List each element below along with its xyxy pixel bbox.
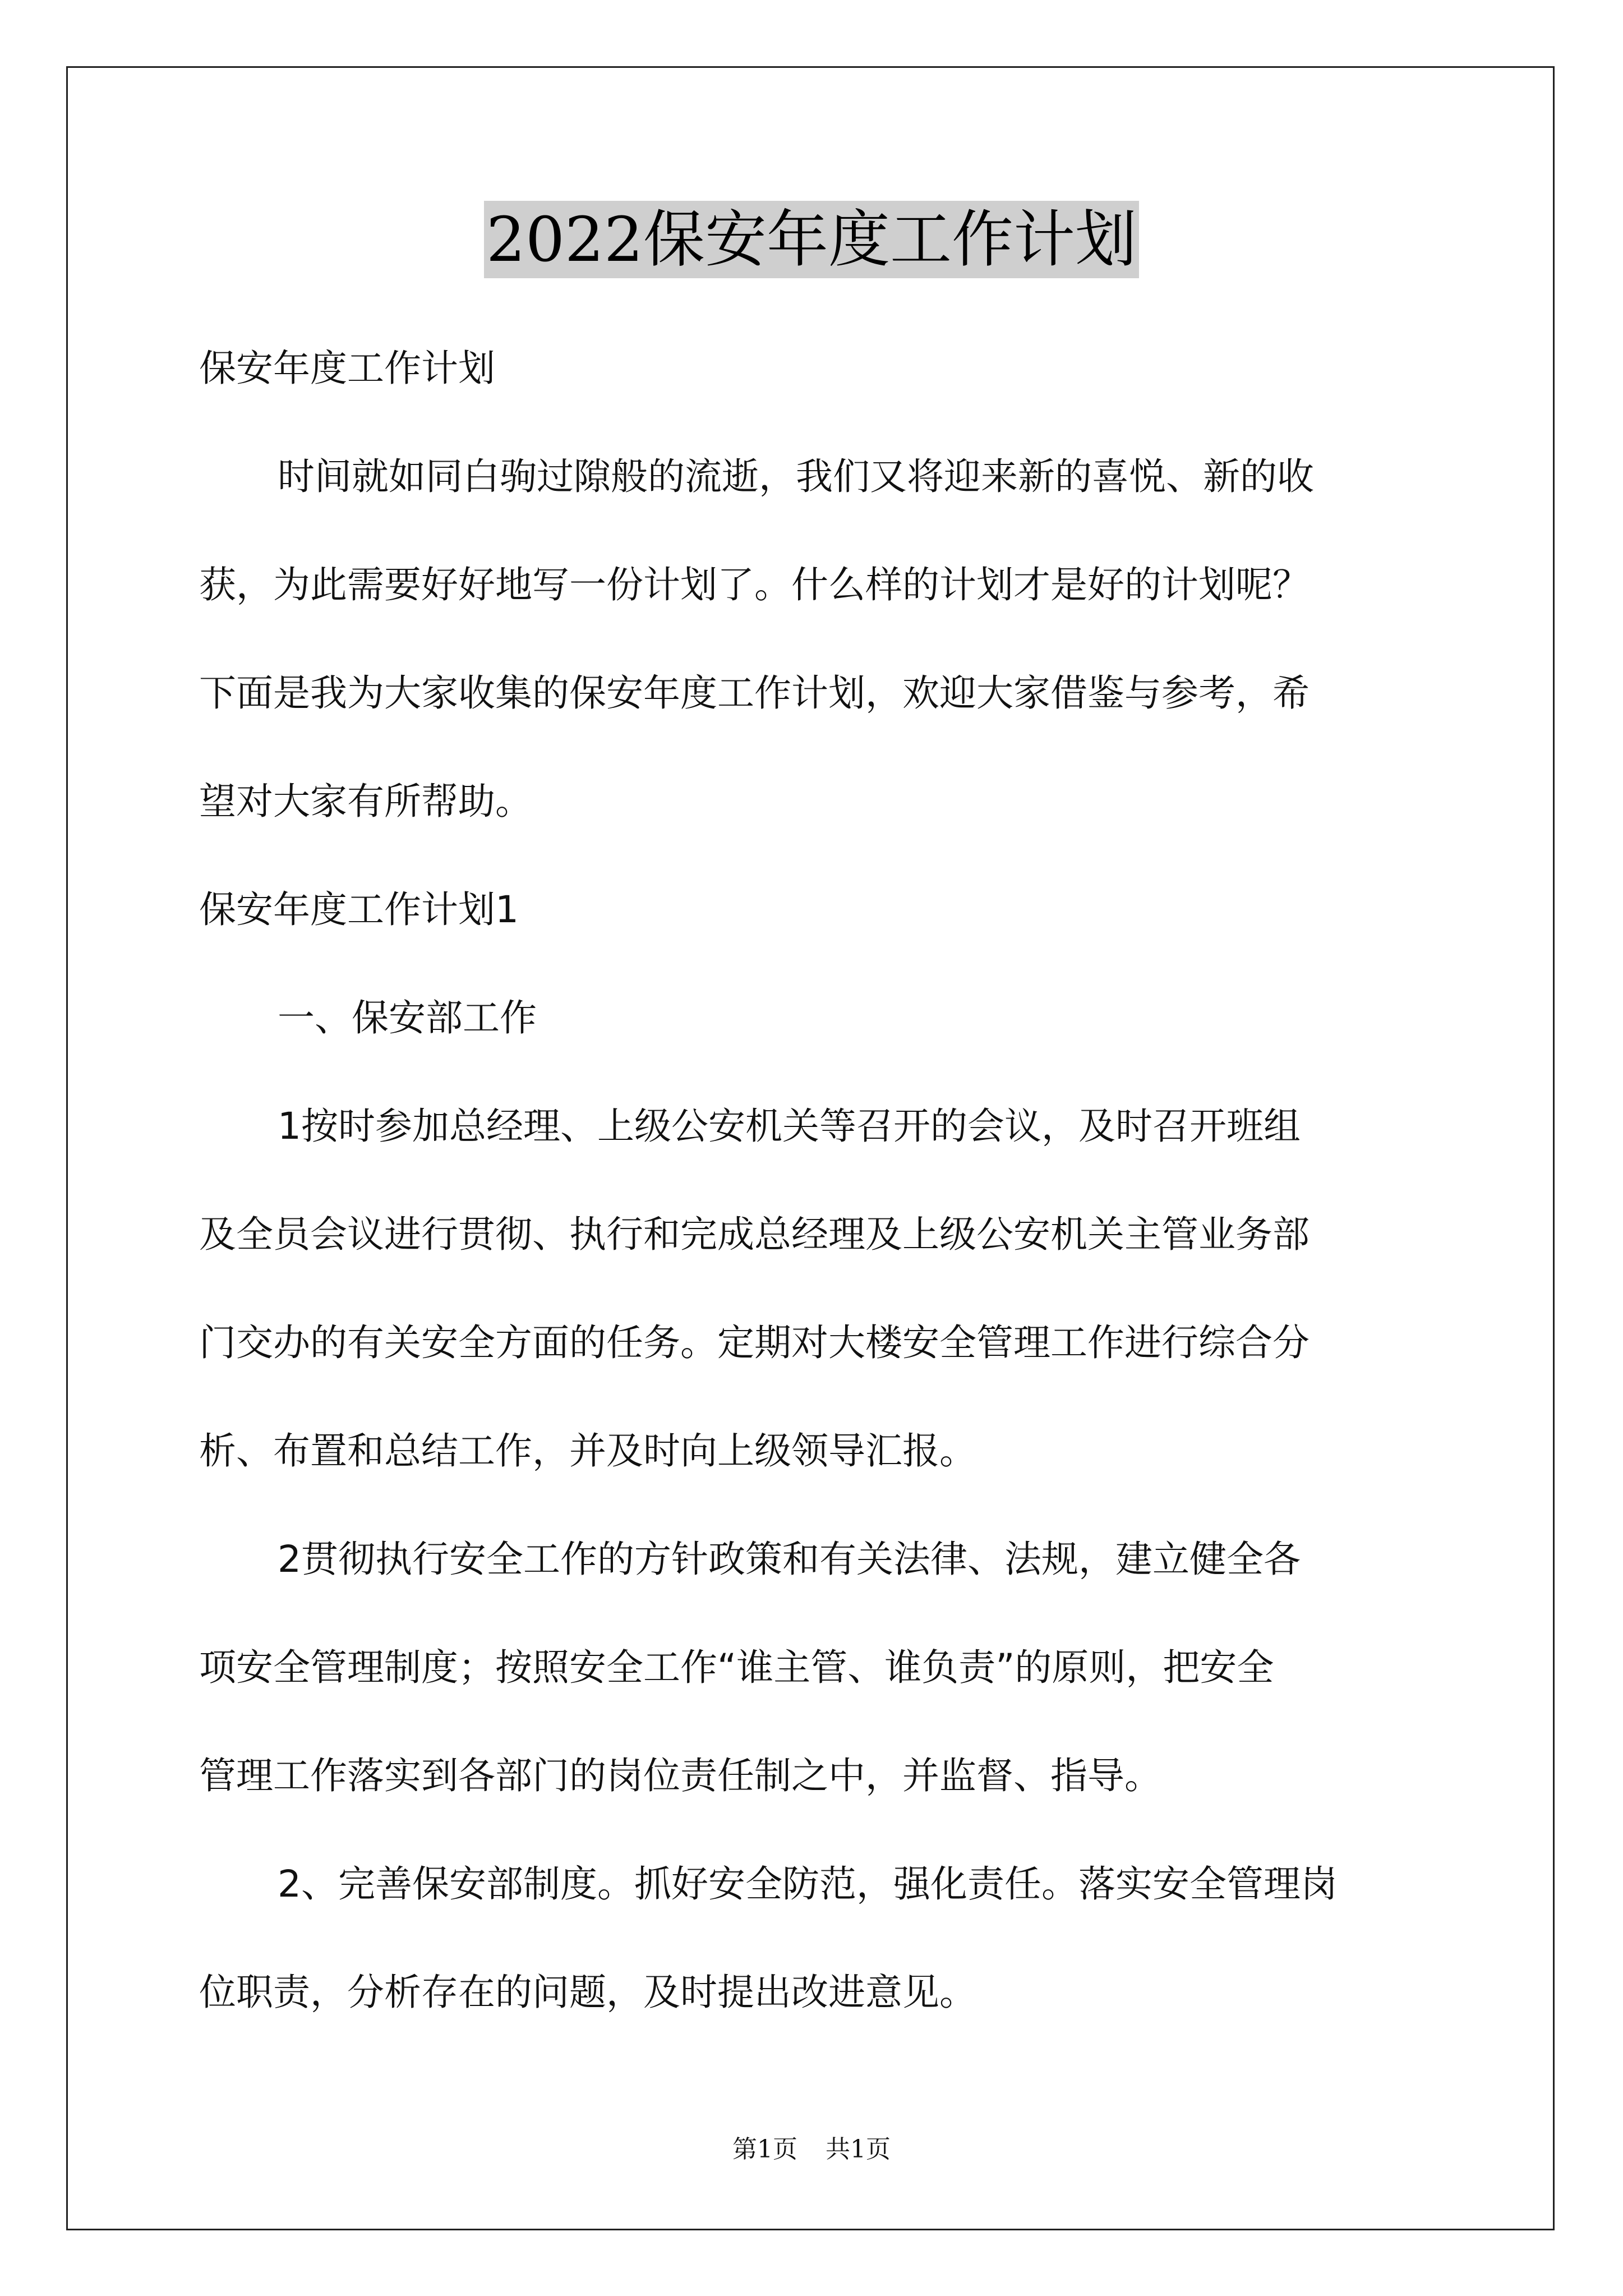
page-footer xyxy=(0,2129,1623,2165)
page-number: 第1页 xyxy=(732,2135,797,2164)
body-line: 门交办的有关安全方面的任务。定期对大楼安全管理工作进行综合分 xyxy=(199,1321,1310,1364)
page-total: 共1页 xyxy=(826,2135,891,2164)
body-line: 下面是我为大家收集的保安年度工作计划，欢迎大家借鉴与参考，希 xyxy=(199,671,1310,715)
body-line: 时间就如同白驹过隙般的流逝，我们又将迎来新的喜悦、新的收 xyxy=(278,455,1314,498)
body-line: 项安全管理制度；按照安全工作“谁主管、谁负责”的原则，把安全 xyxy=(199,1646,1274,1689)
body-line: 保安年度工作计划 xyxy=(199,347,495,390)
document-title: 2022保安年度工作计划 xyxy=(484,201,1139,278)
body-line: 2、完善保安部制度。抓好安全防范，强化责任。落实安全管理岗 xyxy=(278,1862,1338,1906)
body-line: 位职责，分析存在的问题，及时提出改进意见。 xyxy=(199,1971,976,2014)
body-line: 望对大家有所帮助。 xyxy=(199,780,532,823)
body-line: 获，为此需要好好地写一份计划了。什么样的计划才是好的计划呢？ xyxy=(199,563,1310,606)
body-line: 管理工作落实到各部门的岗位责任制之中，并监督、指导。 xyxy=(199,1754,1161,1797)
document-body xyxy=(199,314,1433,2046)
body-line: 析、布置和总结工作，并及时向上级领导汇报。 xyxy=(199,1429,976,1473)
body-line: 及全员会议进行贯彻、执行和完成总经理及上级公安机关主管业务部 xyxy=(199,1213,1310,1256)
title-container xyxy=(0,201,1623,278)
subsection-heading: 一、保安部工作 xyxy=(278,996,537,1039)
body-line: 1按时参加总经理、上级公安机关等召开的会议，及时召开班组 xyxy=(278,1105,1301,1148)
section-heading: 保安年度工作计划1 xyxy=(199,888,519,931)
body-line: 2贯彻执行安全工作的方针政策和有关法律、法规，建立健全各 xyxy=(278,1538,1301,1581)
